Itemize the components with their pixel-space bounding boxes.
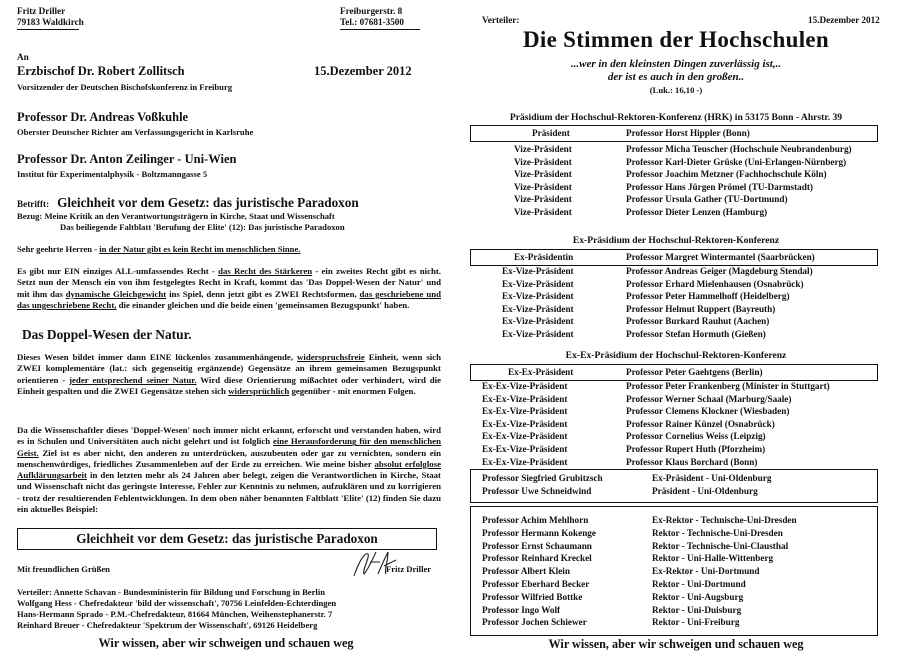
vize-row-name: Professor Dieter Lenzen (Hamburg): [626, 207, 768, 217]
uni-group2-row: [452, 566, 900, 579]
exex-vize-row-role: Ex-Ex-Vize-Präsident: [482, 406, 568, 417]
exex-vize-row: [452, 444, 900, 457]
praesident-name: Professor Horst Hippler (Bonn): [626, 128, 750, 138]
uni-group2-row: [452, 592, 900, 605]
ex-vize-row-role: Ex-Vize-Präsident: [502, 329, 574, 339]
verteiler-line-4: Reinhard Breuer - Chefredakteur 'Spektrum der Wissenschaft', 69126 Heidelberg: [17, 620, 318, 630]
ex-vize-row-name: Professor Stefan Hormuth (Gießen): [626, 329, 766, 339]
uni-group1-row: [452, 473, 900, 486]
verteiler-line-1: Verteiler: Annette Schavan - Bundesministerin für Bildung und Forschung in Berlin: [17, 587, 325, 597]
greeting-text: Sehr geehrte Herren -: [17, 244, 100, 254]
exex-vize-row-role: Ex-Ex-Vize-Präsident: [482, 444, 568, 454]
vize-row: [452, 144, 900, 157]
betrifft-label: Betrifft:: [17, 199, 50, 209]
paragraph-2: Dieses Wesen bildet immer dann EINE lückenlos zusammenhängende, widerspruchsfreie Einheit, wenn sich ZWEI komplementäre (lat.: sich gegenseitig ergänzende) Gegensätze an ihrem gemeinsamen Bezugspunkt orientieren - jeder entsprechend seiner Natur. Wird diese Orientierung mißachtet oder verhindert, wird die Einheit gespalten und die ZWEI Gegensätze stehen sich widersprüchlich gegenüber - mit enormen Folgen.: [17, 352, 441, 396]
exex-vize-row-name: Professor Klaus Borchard (Bonn): [626, 456, 758, 467]
vize-row-role: Vize-Präsident: [514, 194, 572, 205]
signature-name: Fritz Driller: [386, 564, 432, 574]
vize-row-role: Vize-Präsident: [514, 156, 572, 167]
uni-group2-row: [452, 553, 900, 566]
betrifft-line: [17, 194, 359, 212]
quote-line-1: ...wer in den kleinsten Dingen zuverlässig ist,..: [570, 58, 782, 70]
left-footer: Wir wissen, aber wir schweigen und schauen weg: [98, 636, 354, 650]
vize-row-name: Professor Micha Teuscher (Hochschule Neubrandenburg): [626, 144, 852, 154]
exex-vize-row: [452, 457, 900, 470]
praesident-role: Präsident: [532, 128, 570, 138]
verteiler-line-2: Wolfgang Hess - Chefredakteur 'bild der wissenschaft', 70756 Leinfelden-Echterdingen: [17, 598, 337, 608]
ex-vize-row-role: Ex-Vize-Präsident: [502, 278, 574, 289]
recipient1-name: Erzbischof Dr. Robert Zollitsch: [17, 64, 185, 78]
vize-row-role: Vize-Präsident: [514, 207, 572, 217]
exex-vize-row-name: Professor Werner Schaal (Marburg/Saale): [626, 393, 792, 404]
letter-date: 15.Dezember 2012: [314, 64, 412, 78]
verteiler-label: Verteiler:: [482, 15, 520, 25]
ex-vize-row-name: Professor Burkard Rauhut (Aachen): [626, 316, 770, 327]
hrk-title: Präsidium der Hochschul-Rektoren-Konferenz (HRK) in 53175 Bonn - Ahrstr. 39: [509, 112, 843, 123]
vize-row-name: Professor Karl-Dieter Grüske (Uni-Erlangen-Nürnberg): [626, 156, 847, 167]
exex-vize-row-name: Professor Rupert Huth (Pforzheim): [626, 444, 766, 454]
sender-tel: Tel.: 07681-3500: [340, 17, 404, 27]
sender-underline-right: [340, 29, 420, 30]
vize-row-role: Vize-Präsident: [514, 181, 572, 192]
exex-vize-row-name: Professor Cornelius Weiss (Leipzig): [626, 431, 766, 442]
exex-vize-row-role: Ex-Ex-Vize-Präsident: [482, 431, 568, 442]
uni-group2-row-name: Professor Jochen Schiewer: [482, 617, 587, 628]
uni-group2-row-role: Rektor - Uni-Augsburg: [652, 591, 744, 602]
exex-vize-row-role: Ex-Ex-Vize-Präsident: [482, 456, 568, 467]
ex-vize-row: [452, 304, 900, 317]
sender-city: 79183 Waldkirch: [17, 17, 84, 27]
uni-group2-row: [452, 617, 900, 630]
recipient1-desc: Vorsitzender der Deutschen Bischofskonferenz in Freiburg: [17, 82, 233, 92]
vize-row: [452, 169, 900, 182]
bezug-line2: Das beiliegende Faltblatt 'Berufung der Elite' (12): Das juristische Paradoxon: [60, 222, 345, 232]
sender-street: Freiburgerstr. 8: [340, 6, 403, 16]
uni-group2-row: [452, 541, 900, 554]
boxed-title-frame: [17, 528, 437, 550]
ex-vize-row-role: Ex-Vize-Präsident: [502, 266, 574, 276]
uni-group2-row: [452, 579, 900, 592]
ex-vize-row-role: Ex-Vize-Präsident: [502, 303, 574, 314]
right-page: [452, 0, 900, 661]
quote-reference: (Luk.: 16,10 -): [649, 85, 703, 95]
ex-vize-row-name: Professor Andreas Geiger (Magdeburg Stendal): [626, 266, 813, 276]
uni-group2-row: [452, 515, 900, 528]
vize-row: [452, 207, 900, 220]
uni-group2-row-name: Professor Eberhard Becker: [482, 579, 590, 589]
exex-praesident-role: Ex-Ex-Präsident: [508, 367, 574, 377]
exex-vize-row-name: Professor Rainer Künzel (Osnabrück): [626, 418, 775, 429]
uni-group2-row-role: Rektor - Uni-Freiburg: [652, 617, 740, 628]
uni-group2-row-role: Ex-Rektor - Technische-Uni-Dresden: [652, 515, 797, 525]
exex-vize-row-role: Ex-Ex-Vize-Präsident: [482, 418, 568, 429]
uni-group2-row-name: Professor Wilfried Bottke: [482, 591, 583, 602]
exex-vize-row-role: Ex-Ex-Vize-Präsident: [482, 381, 568, 391]
exex-title: Ex-Ex-Präsidium der Hochschul-Rektoren-Konferenz: [565, 350, 787, 361]
vize-row-role: Vize-Präsident: [514, 169, 572, 180]
uni-group2-row-role: Rektor - Uni-Halle-Wittenberg: [652, 553, 774, 564]
exex-praesident-row: [452, 367, 900, 380]
recipient2-name: Professor Dr. Andreas Voßkuhle: [17, 110, 189, 124]
ex-praesidentin-name: Professor Margret Wintermantel (Saarbrücken): [626, 252, 815, 262]
uni-group1-row-role: Ex-Präsident - Uni-Oldenburg: [652, 473, 772, 483]
ex-vize-row: [452, 291, 900, 304]
uni-group1-row-name: Professor Uwe Schneidwind: [482, 485, 592, 496]
uni-group2-row-name: Professor Albert Klein: [482, 566, 570, 577]
paragraph-3: Da die Wissenschaftler dieses 'Doppel-Wesen' noch immer nicht erkannt, erforscht und verstanden haben, wird es in Schulen und Universitäten auch nicht gelehrt und ist folglich eine Herausforderung für den menschlichen Geist. Ziel ist es aber nicht, den anderen zu unterdrücken, auszubeuten oder gar zu vernichten, sondern ein menschenwürdiges, friedliches Zusammenleben auf der Erde zu erreichen. Wie meine bisher absolut erfolglose Aufklärungsarbeit in den letzten mehr als 24 Jahren aber belegt, zeigen die Verantwortlichen in Kirche, Staat und Wissenschaft nicht das geringste Interesse, Fehler zur Kenntnis zu nehmen, aufzuklären und zu korrigieren - trotz der resultierenden Fehlentwicklungen. In dem oben näher benannten Faltblatt 'Elite' (12) finden Sie dazu ein aktuelles Beispiel:: [17, 425, 441, 515]
ex-praesidentin-row: [452, 252, 900, 265]
recipient2-desc: Oberster Deutscher Richter am Verfassungsgericht in Karlsruhe: [17, 127, 254, 137]
ex-vize-row: [452, 266, 900, 279]
ex-vize-row: [452, 316, 900, 329]
verteiler-line-3: Hans-Hermann Sprado - P.M.-Chefredakteur, 81664 München, Weihenstephanerstr. 7: [17, 609, 333, 619]
boxed-title: Gleichheit vor dem Gesetz: das juristische Paradoxon: [76, 531, 378, 546]
uni-group2-row-name: Professor Achim Mehlhorn: [482, 515, 589, 525]
exex-vize-row-name: Professor Clemens Klockner (Wiesbaden): [626, 406, 790, 417]
uni-group1-row-name: Professor Siegfried Grubitzsch: [482, 473, 603, 483]
ex-vize-row-name: Professor Erhard Mielenhausen (Osnabrück): [626, 278, 804, 289]
vize-row: [452, 157, 900, 170]
closing: Mit freundlichen Grüßen: [17, 564, 110, 574]
exex-vize-row: [452, 431, 900, 444]
paragraph-1: Es gibt nur EIN einziges ALL-umfassendes Recht - das Recht des Stärkeren - ein zweites Recht gibt es nicht. Setzt nun der Mensch ein von ihm festgelegtes Recht in Kraft, kommt das 'Das Doppel-Wesen der Natur' und mit ihm das dynamische Gleichgewicht ins Spiel, denn jetzt gibt es ZWEI Rechtsformen, das geschriebene und das ungeschriebene Recht, die einander gleichen und die beide einen 'gemeinsamen Bezugspunkt' haben.: [17, 266, 441, 310]
ex-vize-row-role: Ex-Vize-Präsident: [502, 316, 574, 327]
uni-group2-row-name: Professor Ingo Wolf: [482, 604, 561, 615]
greeting: [17, 244, 300, 255]
ex-praesidentin-role: Ex-Präsidentin: [514, 252, 574, 262]
uni-group2-row-role: Rektor - Technische-Uni-Clausthal: [652, 540, 789, 551]
uni-group2-row: [452, 605, 900, 618]
heading-doppel-wesen: Das Doppel-Wesen der Natur.: [22, 327, 192, 342]
ex-vize-row: [452, 329, 900, 342]
exex-vize-row: [452, 406, 900, 419]
vize-row-name: Professor Hans Jürgen Prömel (TU-Darmstadt): [626, 181, 813, 192]
exex-vize-row-role: Ex-Ex-Vize-Präsident: [482, 393, 568, 404]
greeting-underlined: in der Natur gibt es kein Recht im menschlichen Sinne.: [99, 244, 301, 254]
ex-vize-row-name: Professor Helmut Ruppert (Bayreuth): [626, 303, 776, 314]
ex-vize-row-role: Ex-Vize-Präsident: [502, 291, 574, 302]
recipient3-desc: Institut für Experimentalphysik - Boltzmanngasse 5: [17, 169, 208, 179]
exex-vize-row-name: Professor Peter Frankenberg (Minister in Stuttgart): [626, 381, 830, 391]
an-label: An: [17, 52, 29, 62]
ex-title: Ex-Präsidium der Hochschul-Rektoren-Konferenz: [572, 235, 780, 246]
ex-vize-row: [452, 279, 900, 292]
uni-group2-row: [452, 528, 900, 541]
recipient3-name: Professor Dr. Anton Zeilinger - Uni-Wien: [17, 152, 237, 166]
right-footer: Wir wissen, aber wir schweigen und schauen weg: [548, 637, 804, 651]
vize-row: [452, 182, 900, 195]
ex-vize-row-name: Professor Peter Hammelhoff (Heidelberg): [626, 291, 790, 302]
vize-row-name: Professor Joachim Metzner (Fachhochschule Köln): [626, 169, 827, 180]
praesident-row: [452, 128, 900, 141]
uni-group2-row-role: Rektor - Uni-Dortmund: [652, 579, 746, 589]
vize-row: [452, 194, 900, 207]
vize-row-name: Professor Ursula Gather (TU-Dortmund): [626, 194, 788, 205]
uni-group1-row: [452, 486, 900, 499]
vize-row-role: Vize-Präsident: [514, 144, 572, 154]
quote-line-2: der ist es auch in den großen..: [607, 71, 745, 83]
exex-vize-row: [452, 394, 900, 407]
uni-group2-row-role: Rektor - Technische-Uni-Dresden: [652, 527, 783, 538]
exex-vize-row: [452, 381, 900, 394]
exex-vize-row: [452, 419, 900, 432]
uni-group2-row-role: Ex-Rektor - Uni-Dortmund: [652, 566, 760, 577]
uni-group2-row-role: Rektor - Uni-Duisburg: [652, 604, 742, 615]
uni-group2-row-name: Professor Ernst Schaumann: [482, 540, 592, 551]
uni-group1-row-role: Präsident - Uni-Oldenburg: [652, 485, 758, 496]
sender-name: Fritz Driller: [17, 6, 66, 16]
main-title: Die Stimmen der Hochschulen: [522, 27, 830, 52]
bezug-line1: Bezug: Meine Kritik an den Verantwortungsträgern in Kirche, Staat und Wissenschaft: [17, 211, 335, 221]
betrifft-title: Gleichheit vor dem Gesetz: das juristische Paradoxon: [57, 195, 359, 210]
uni-group2-row-name: Professor Hermann Kokenge: [482, 527, 596, 538]
uni-group2-row-name: Professor Reinhard Kreckel: [482, 553, 592, 564]
sender-underline: [17, 29, 79, 30]
exex-praesident-name: Professor Peter Gaehtgens (Berlin): [626, 367, 763, 377]
right-date: 15.Dezember 2012: [808, 15, 880, 25]
